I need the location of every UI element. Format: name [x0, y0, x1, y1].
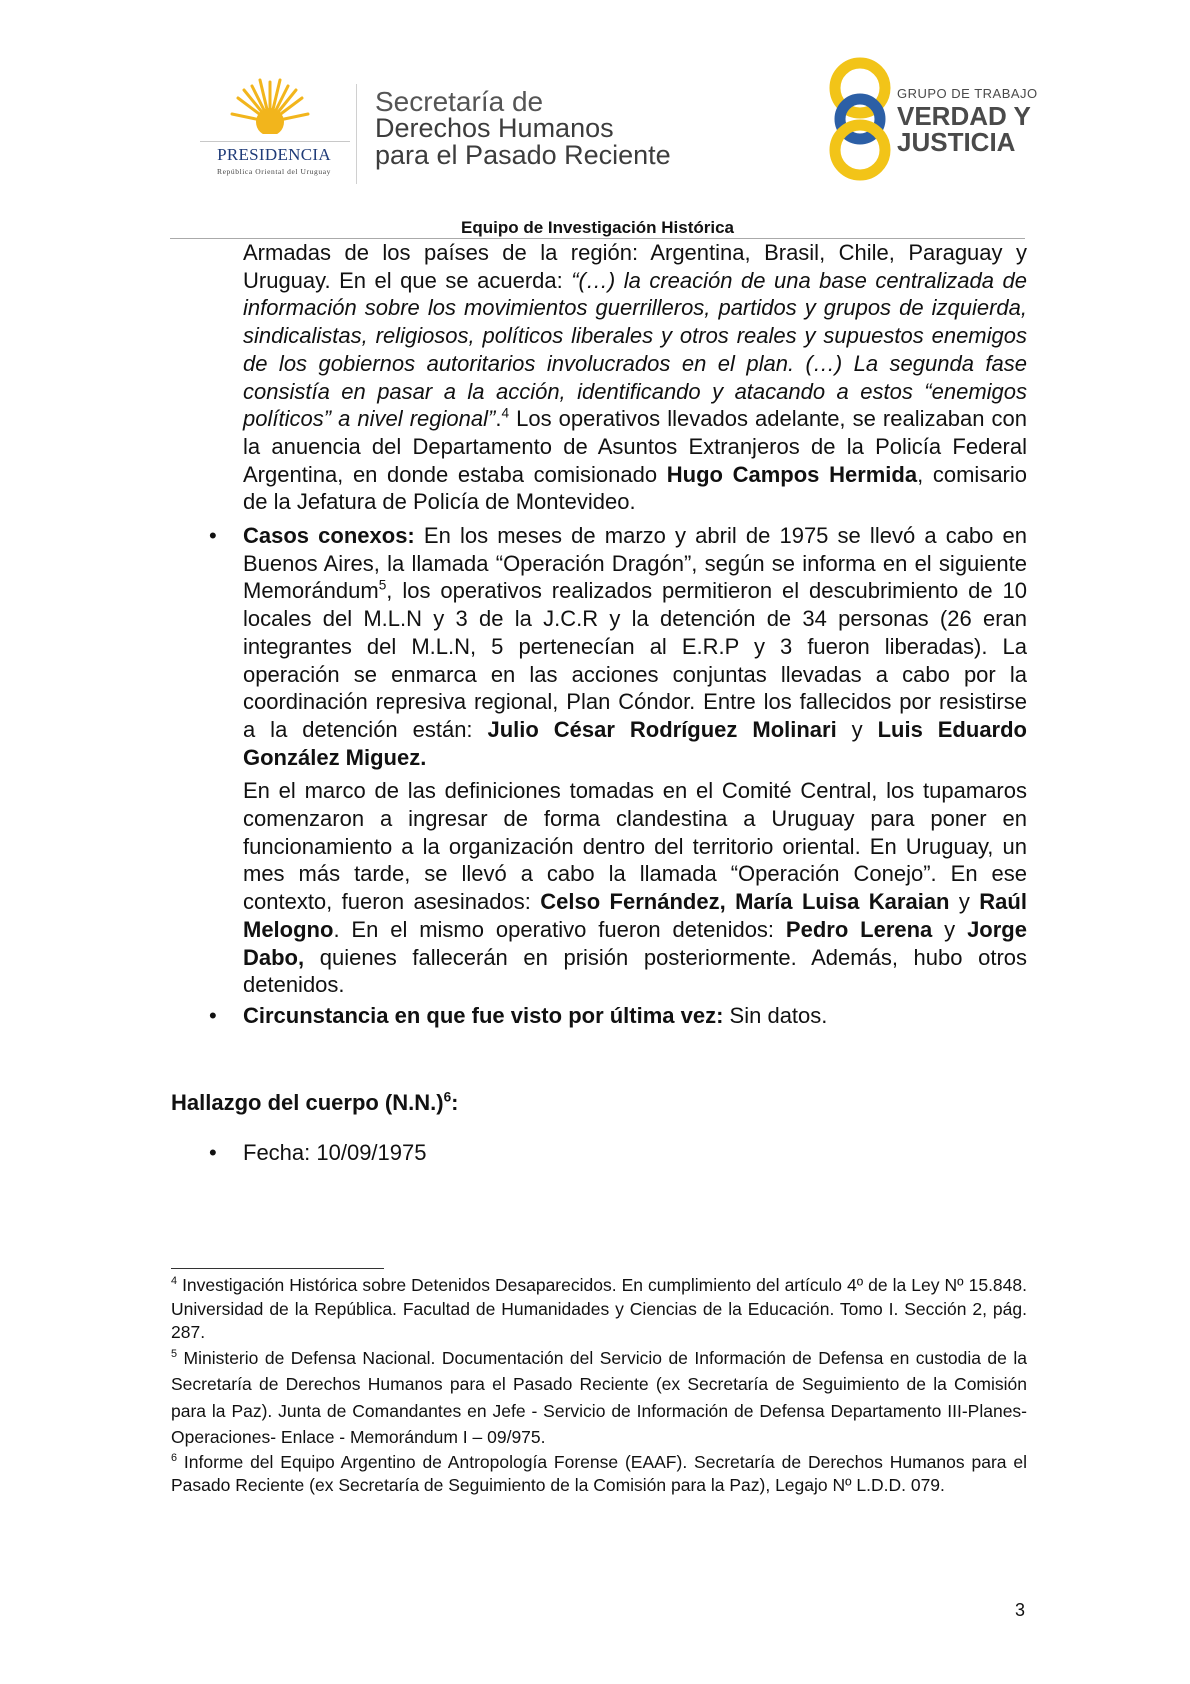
page-header — [0, 0, 1190, 200]
footnote-text: Informe del Equipo Argentino de Antropología Forense (EAAF). Secretaría de Derechos Humanos para el Pasado Reciente (ex Secretaría de Seguimiento de la Comisión para la Paz), Legajo Nº L.D.D. 079. — [171, 1451, 1027, 1495]
secretaria-logo-text — [375, 88, 671, 169]
paragraph-plan-condor — [243, 239, 1027, 516]
text-run: y — [932, 916, 968, 942]
person-name: Hugo Campos Hermida — [666, 461, 918, 487]
gt-verdad: VERDAD Y — [897, 101, 1031, 131]
text-run: Sin datos. — [723, 1002, 828, 1028]
page-number: 3 — [1015, 1600, 1026, 1620]
secretaria-line-1: Secretaría de — [375, 86, 544, 117]
presidencia-label: PRESIDENCIA — [217, 145, 331, 164]
footnote-number: 5 — [171, 1347, 178, 1360]
person-name: Jorge Dabo, — [243, 916, 1027, 970]
footnote-number: 4 — [171, 1275, 178, 1288]
gt-justicia: JUSTICIA — [897, 127, 1016, 157]
team-heading: Equipo de Investigación Histórica — [461, 218, 734, 237]
bullet-label: Casos conexos: — [243, 523, 415, 549]
sun-logo-icon — [230, 78, 310, 140]
gt-label: GRUPO DE TRABAJO — [897, 86, 1038, 101]
secretaria-line-2: Derechos Humanos — [375, 113, 614, 143]
text-run: , los operativos realizados permitieron el descubrimiento de 10 locales del M.L.N y 3 de la J.C.R y la detención de 34 personas (26 eran integrantes del M.L.N, 5 pertenecían al E.R.P y 3 fueron liberadas). La operación se enmarca en las acciones conjuntas llevadas a cabo por la coordinación represiva regional, Plan Cóndor. Entre los fallecidos por resistirse a la detención están: — [243, 578, 1027, 742]
footnote-number: 6 — [171, 1451, 178, 1464]
person-name: Julio César Rodríguez Molinari — [487, 716, 837, 742]
text-run: En el marco de las definiciones tomadas en el Comité Central, los tupamaros comenzaron a ingresar de forma clandestina a Uruguay para poner en funcionamiento a la organización dentro del territorio oriental. En Uruguay, un mes más tarde, se llevó a cabo la llamada “Operación Conejo”. En ese contexto, fueron asesinados: — [243, 778, 1027, 915]
header-divider — [356, 84, 357, 184]
person-name: Celso Fernández, María Luisa Karaian — [540, 889, 950, 915]
bullet-circunstancia — [209, 1002, 1027, 1030]
presidencia-logo-text — [198, 145, 350, 176]
bullet-casos-conexos — [209, 522, 1028, 771]
bullet-icon: • — [209, 1140, 217, 1165]
footnote-5 — [171, 1345, 1027, 1451]
text-run: . En el mismo operativo fueron detenidos: — [333, 916, 786, 942]
text-run: . — [495, 406, 502, 432]
person-name: Pedro Lerena — [785, 916, 933, 942]
paragraph-casos-conexos — [243, 522, 1027, 771]
text-run: y — [836, 716, 878, 742]
person-name: Raúl Melogno — [243, 889, 1027, 942]
footnotes — [171, 1274, 1027, 1498]
person-name: Luis Eduardo González Miguez. — [243, 716, 1027, 770]
quote-text: “(…) la creación de una base centralizada de información sobre los movimientos guerrilleros, partidos y grupos de izquierda, sindicalistas, religiosos, políticos liberales y otros reales y supuestos enemigos de los gobiernos autoritarios involucrados en el plan. (…) La segunda fase consistía en pasar a la acción, identificando y atacando a estos “enemigos políticos” a nivel regional” — [243, 267, 1027, 432]
verdad-justicia-logo-icon — [820, 56, 900, 182]
document-body — [209, 239, 1028, 1030]
secretaria-line-3: para el Pasado Reciente — [375, 140, 671, 170]
section-heading-hallazgo — [171, 1090, 459, 1116]
footnote-separator — [171, 1268, 384, 1269]
footnote-text: Ministerio de Defensa Nacional. Documentación del Servicio de Información de Defensa en custodia de la Secretaría de Derechos Humanos para el Pasado Reciente (ex Secretaría de Seguimiento de la Comisión para la Paz). Junta de Comandantes en Jefe - Servicio de Información de Defensa Departamento III-Planes- Operaciones- Enlace - Memorándum I – 09/975. — [171, 1347, 1027, 1447]
section-title-text: Hallazgo del cuerpo (N.N.) — [171, 1090, 444, 1115]
bullet-icon: • — [209, 523, 217, 549]
footnote-6 — [171, 1451, 1027, 1498]
bullet-fecha — [209, 1140, 427, 1166]
section-title-colon: : — [451, 1090, 459, 1115]
text-run: Armadas de los países de la región: Argentina, Brasil, Chile, Paraguay y Uruguay. En el que se acuerda: — [243, 240, 1027, 293]
text-run: y — [949, 889, 980, 915]
footnote-text: Investigación Histórica sobre Detenidos Desaparecidos. En cumplimiento del artículo 4º de la Ley Nº 15.848. Universidad de la República. Facultad de Humanidades y Ciencias de la Educación. Tomo I. Sección 2, pág. 287. — [171, 1275, 1027, 1342]
text-run: En los meses de marzo y abril de 1975 se llevó a cabo en Buenos Aires, la llamada “Operación Dragón”, según se informa en el siguiente Memorándum — [243, 523, 1028, 604]
footnote-ref-4[interactable]: 4 — [501, 405, 510, 421]
paragraph-circunstancia — [243, 1002, 1027, 1030]
footnote-ref-5[interactable]: 5 — [378, 578, 387, 594]
text-run: Los operativos llevados adelante, se realizaban con la anuencia del Departamento de Asuntos Extranjeros de la Policía Federal Argentina, en donde estaba comisionado — [243, 406, 1027, 487]
bullet-label: Circunstancia en que fue visto por última vez: — [243, 1002, 724, 1028]
paragraph-operacion-conejo — [243, 777, 1027, 999]
text-run: quienes fallecerán en prisión posteriormente. Además, hubo otros detenidos. — [243, 944, 1027, 998]
fecha-text: Fecha: 10/09/1975 — [243, 1140, 427, 1165]
verdad-justicia-logo-text — [897, 87, 1038, 155]
footnote-4 — [171, 1274, 1027, 1345]
bullet-icon: • — [209, 1002, 217, 1028]
footnote-ref-6[interactable]: 6 — [443, 1089, 452, 1105]
text-run: , comisario de la Jefatura de Policía de Montevideo. — [243, 461, 1028, 515]
logo-divider — [200, 141, 350, 142]
presidencia-subtitle: República Oriental del Uruguay — [216, 167, 331, 176]
